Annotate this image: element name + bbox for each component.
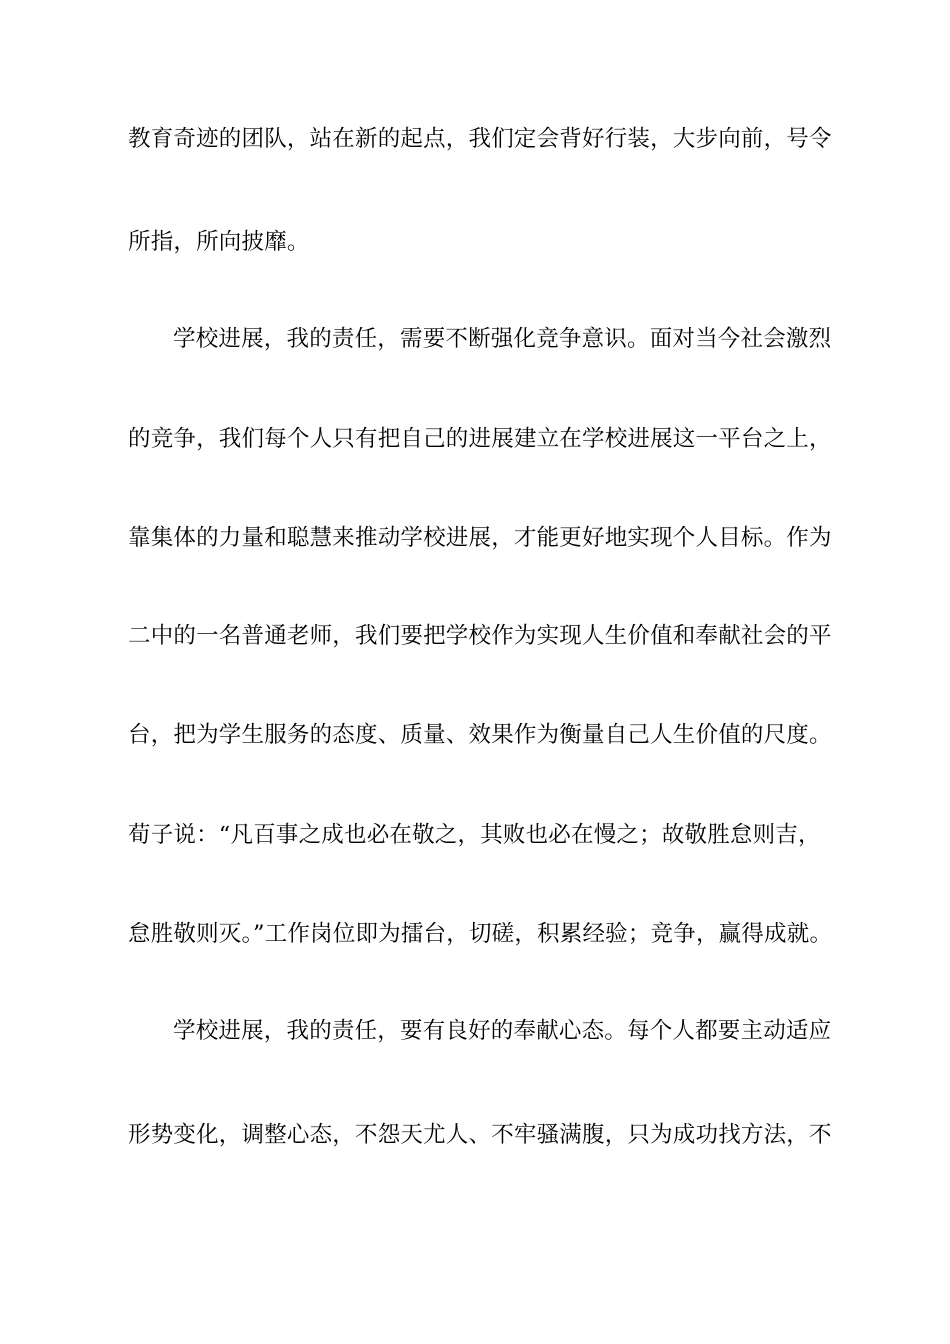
text-line: 形势变化，调整心态，不怨天尤人、不牢骚满腹，只为成功找方法，不 bbox=[128, 1122, 832, 1148]
text-line: 的竞争，我们每个人只有把自己的进展建立在学校进展这一平台之上， bbox=[128, 426, 832, 452]
text-line: 怠胜敬则灭。”工作岗位即为擂台，切磋，积累经验；竞争，赢得成就。 bbox=[128, 921, 833, 947]
paragraph-start-line: 学校进展，我的责任，要有良好的奉献心态。每个人都要主动适应 bbox=[173, 1018, 832, 1044]
text-line: 台，把为学生服务的态度、质量、效果作为衡量自己人生价值的尺度。 bbox=[128, 722, 832, 748]
text-line: 二中的一名普通老师，我们要把学校作为实现人生价值和奉献社会的平 bbox=[128, 623, 832, 649]
text-line: 所指，所向披靡。 bbox=[128, 229, 310, 255]
paragraph-start-line: 学校进展，我的责任，需要不断强化竞争意识。面对当今社会激烈 bbox=[173, 326, 832, 352]
text-line: 教育奇迹的团队，站在新的起点，我们定会背好行装，大步向前，号令 bbox=[128, 126, 832, 152]
text-line: 靠集体的力量和聪慧来推动学校进展，才能更好地实现个人目标。作为 bbox=[128, 525, 832, 551]
text-line: 荀子说：“凡百事之成也必在敬之，其败也必在慢之；故敬胜怠则吉， bbox=[128, 822, 821, 848]
